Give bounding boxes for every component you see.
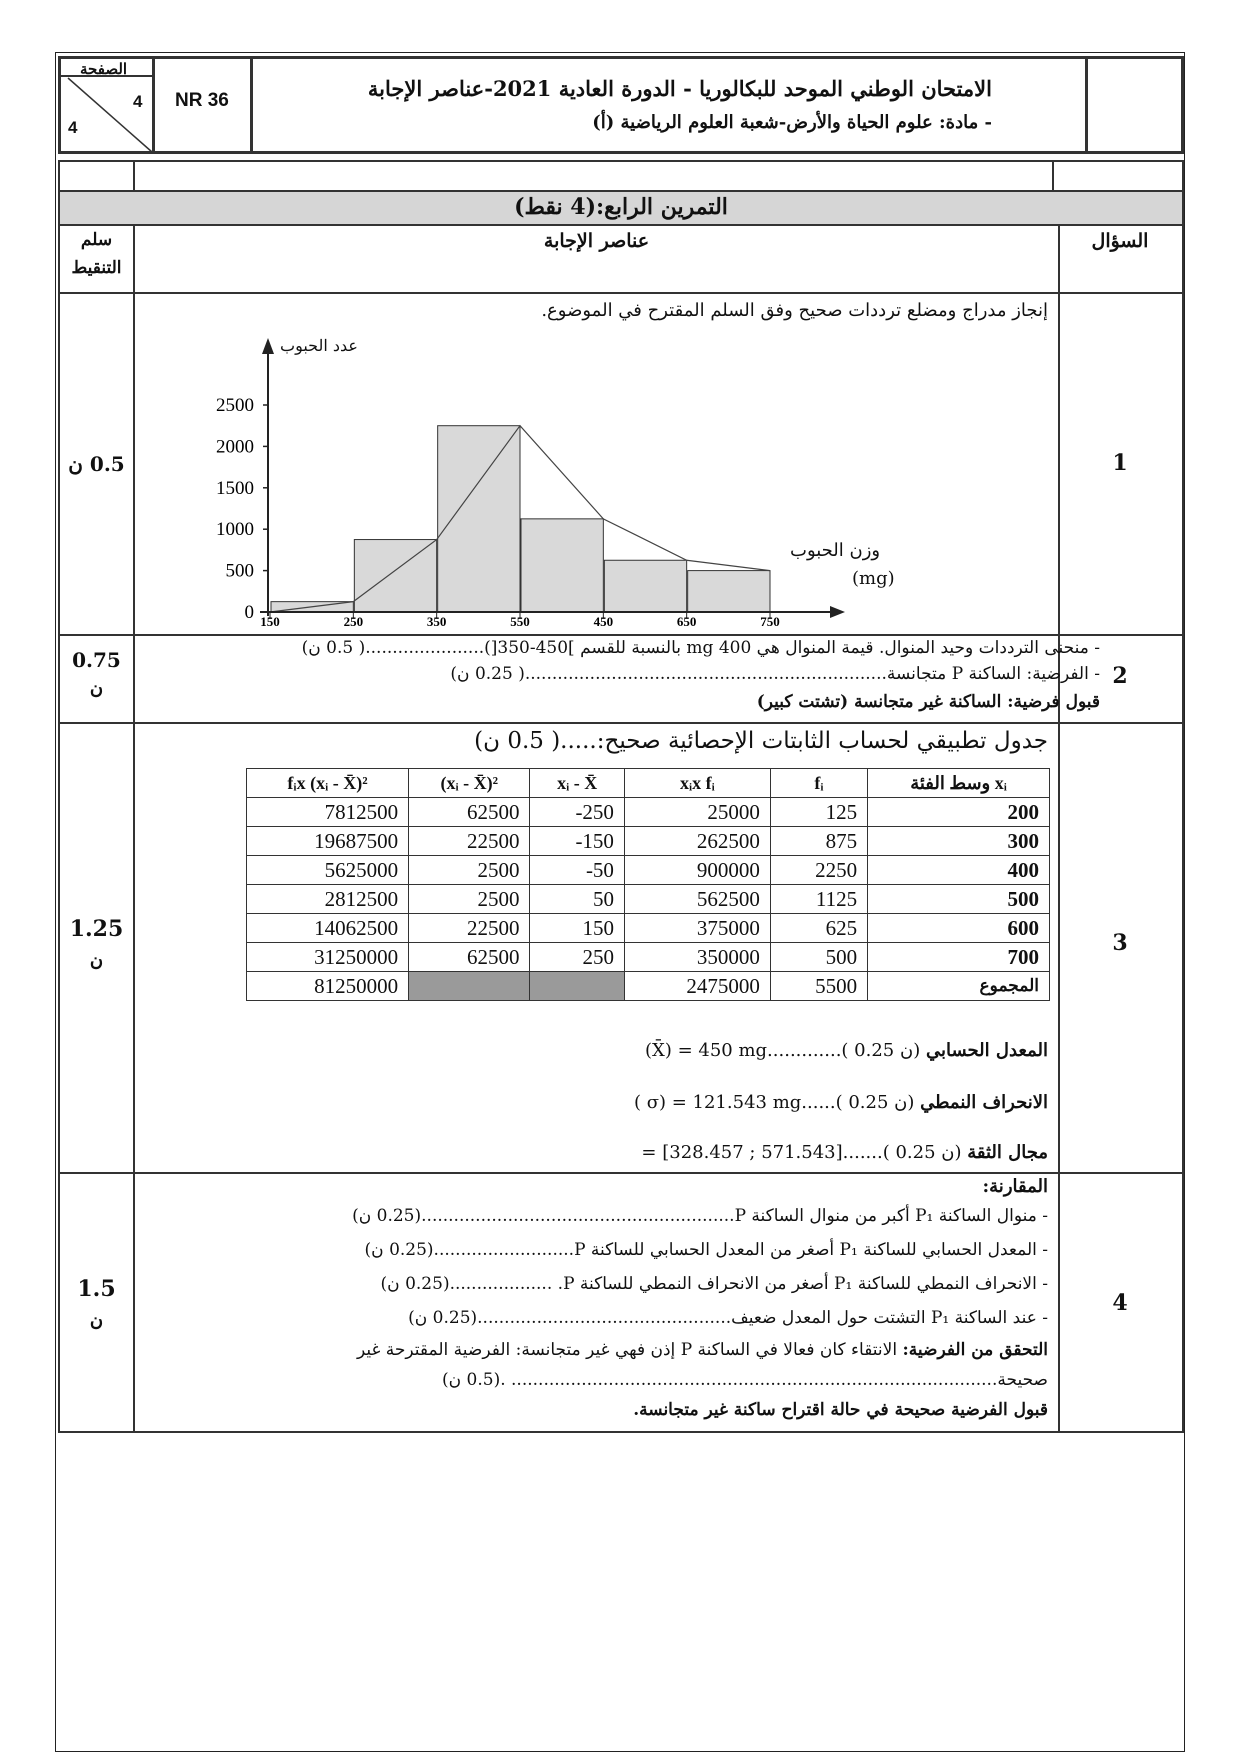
question-score-unit: ن	[89, 1310, 104, 1331]
x-tick-label: 150	[260, 614, 280, 629]
q2-line-2: - الفرضية: الساكنة P متجانسة...................................................................( 0.25 ن)	[450, 664, 1100, 684]
table-header-row	[247, 769, 1050, 798]
x-tick-label: 650	[676, 614, 697, 629]
table-cell: -150	[530, 827, 624, 856]
table-cell: -50	[530, 856, 624, 885]
table-cell: 7812500	[247, 798, 409, 827]
question-number: 2	[1112, 663, 1128, 689]
table-cell: 62500	[409, 943, 530, 972]
table-header-cell: fᵢ	[770, 769, 867, 798]
question-score: 0.5 ن	[68, 452, 125, 476]
x-tick-label: 350	[426, 614, 447, 629]
ci-label: مجال الثقة	[967, 1142, 1048, 1163]
table-cell: 19687500	[247, 827, 409, 856]
col-header-grading-2: التنقيط	[71, 258, 122, 278]
histogram-chart	[195, 330, 915, 630]
table-cell: 700	[868, 943, 1050, 972]
table-cell: -250	[530, 798, 624, 827]
comparison-line: - المعدل الحسابي للساكنة P₁ أصغر من المعدل الحسابي للساكنة P..........................(0.25 ن)	[364, 1240, 1048, 1260]
table-cell: 600	[868, 914, 1050, 943]
x-tick-label: 250	[343, 614, 364, 629]
header-divider	[1085, 56, 1088, 154]
q1-instruction: إنجاز مدراج ومضلع ترددات صحيح وفق السلم المقترح في الموضوع.	[541, 300, 1048, 321]
table-cell: 2250	[770, 856, 867, 885]
question-score: 1.25	[69, 916, 124, 942]
y-tick-label: 0	[244, 602, 254, 623]
table-cell: 400	[868, 856, 1050, 885]
table-cell: 31250000	[247, 943, 409, 972]
table-cell: 125	[770, 798, 867, 827]
exam-title: الامتحان الوطني الموحد للبكالوريا - الدورة العادية 2021-عناصر الإجابة	[367, 76, 992, 101]
page-number: 4	[133, 92, 143, 111]
sd-label: الانحراف النمطي	[920, 1092, 1048, 1113]
y-tick-label: 500	[225, 560, 254, 582]
table-cell: 250	[530, 943, 624, 972]
verification-line-2: صحيحة.......................................................................................... .(0.5 ن)	[442, 1370, 1048, 1390]
table-cell: 500	[770, 943, 867, 972]
x-axis-unit: (mg)	[852, 568, 895, 589]
row-line	[58, 1172, 1184, 1174]
q3-intro: جدول تطبيقي لحساب الثابتات الإحصائية صحيح:.....( 0.5 ن)	[474, 728, 1048, 754]
table-row	[247, 885, 1050, 914]
row-line	[58, 224, 1184, 226]
table-cell: 150	[530, 914, 624, 943]
question-number: 3	[1112, 930, 1128, 956]
table-cell: 50	[530, 885, 624, 914]
table-cell: 2500	[409, 885, 530, 914]
table-header-cell: xᵢx fᵢ	[624, 769, 770, 798]
y-tick-label: 1500	[216, 477, 254, 499]
exercise-title: التمرين الرابع:(4 نقط)	[514, 194, 728, 220]
verification-text: الانتقاء كان فعالا في الساكنة P إذن فهي غير متجانسة: الفرضية المقترحة غير	[357, 1340, 898, 1360]
verification-label: التحقق من الفرضية:	[902, 1340, 1048, 1360]
table-cell: 1125	[770, 885, 867, 914]
table-header-cell: xᵢ وسط الفئة	[868, 769, 1050, 798]
row-line	[58, 292, 1184, 294]
table-cell: 900000	[624, 856, 770, 885]
col-header-grading-1: سلم	[80, 230, 113, 250]
table-cell: 81250000	[247, 972, 409, 1001]
sd-line	[634, 1092, 1048, 1113]
table-cell: 5625000	[247, 856, 409, 885]
table-cell: 25000	[624, 798, 770, 827]
col-line	[1052, 160, 1054, 192]
col-line	[1058, 224, 1060, 1433]
table-row	[247, 827, 1050, 856]
histogram-bar	[354, 540, 436, 612]
histogram-bar	[521, 519, 603, 612]
table-cell: 22500	[409, 827, 530, 856]
table-cell: 2475000	[624, 972, 770, 1001]
comparison-line: - الانحراف النمطي للساكنة P₁ أصغر من الانحراف النمطي للساكنة P. ...................(0.25 ن)	[380, 1274, 1048, 1294]
statistics-table	[246, 768, 1050, 1001]
table-cell: 5500	[770, 972, 867, 1001]
y-axis-arrow	[262, 338, 274, 354]
x-tick-label: 450	[593, 614, 614, 629]
table-row	[247, 914, 1050, 943]
col-header-question: السؤال	[1091, 230, 1149, 252]
table-cell: 350000	[624, 943, 770, 972]
sd-value: ( σ) = 121.543 mg......( 0.25 ن)	[633, 1092, 915, 1113]
y-tick-label: 2500	[216, 395, 254, 416]
comparison-line: - عند الساكنة P₁ التشتت حول المعدل ضعيف...............................................(0.25 ن)	[408, 1308, 1048, 1328]
table-row	[247, 798, 1050, 827]
table-cell: 300	[868, 827, 1050, 856]
histogram-bar	[688, 571, 770, 612]
x-tick-label: 550	[510, 614, 530, 629]
table-cell: 875	[770, 827, 867, 856]
comparison-heading: المقارنة:	[982, 1176, 1048, 1197]
exam-code: NR 36	[175, 90, 229, 111]
question-score: 1.5	[77, 1276, 116, 1302]
table-header-cell: (xᵢ - X̄)²	[409, 769, 530, 798]
final-note: قبول الفرضية صحيحة في حالة اقتراح ساكنة غير متجانسة.	[633, 1400, 1048, 1420]
header-divider	[250, 56, 253, 154]
ci-line	[641, 1142, 1048, 1163]
col-line	[133, 224, 135, 1433]
table-cell: 262500	[624, 827, 770, 856]
question-score: 0.75	[72, 648, 121, 672]
y-tick-label: 2000	[216, 436, 254, 458]
histogram-bar	[604, 560, 686, 612]
mean-label: المعدل الحسابي	[925, 1040, 1048, 1061]
table-cell: 562500	[624, 885, 770, 914]
table-cell: 200	[868, 798, 1050, 827]
mean-line	[645, 1040, 1048, 1061]
table-cell: 625	[770, 914, 867, 943]
table-header-cell: fᵢx (xᵢ - X̄)²	[247, 769, 409, 798]
x-axis-arrow	[830, 606, 845, 618]
page-total: 4	[68, 118, 78, 137]
page-label: الصفحة	[80, 61, 128, 78]
table-header-cell: xᵢ - X̄	[530, 769, 624, 798]
table-row	[247, 943, 1050, 972]
mean-value: (X̄) = 450 mg.............( 0.25 ن)	[645, 1040, 921, 1061]
table-cell-empty	[530, 972, 624, 1001]
table-cell: 2812500	[247, 885, 409, 914]
table-cell: 62500	[409, 798, 530, 827]
y-tick-label: 1000	[216, 519, 254, 541]
comparison-line: - منوال الساكنة P₁ أكبر من منوال الساكنة P..........................................................(0.25 ن)	[352, 1206, 1048, 1226]
q2-line-1: - منحنى الترددات وحيد المنوال. قيمة المنوال هي mg 400 بالنسبة للقسم ]450-350[)......................( 0.5 ن)	[301, 638, 1100, 658]
verification-line	[357, 1340, 1048, 1360]
row-line	[58, 634, 1184, 636]
y-axis-label: عدد الحبوب	[280, 336, 358, 355]
question-number: 4	[1112, 1290, 1128, 1316]
table-cell: 14062500	[247, 914, 409, 943]
row-line	[58, 722, 1184, 724]
col-line	[133, 160, 135, 192]
table-total-row	[247, 972, 1050, 1001]
table-cell: المجموع	[868, 972, 1050, 1001]
table-row	[247, 856, 1050, 885]
ci-value: = [328.457 ; 571.543].......( 0.25 ن)	[641, 1142, 962, 1163]
histogram-bar	[438, 426, 520, 612]
col-header-answer: عناصر الإجابة	[543, 230, 650, 252]
question-score-unit: ن	[89, 950, 104, 971]
table-cell: 22500	[409, 914, 530, 943]
x-tick-label: 750	[760, 614, 780, 629]
x-axis-label: وزن الحبوب	[790, 540, 881, 561]
table-cell: 2500	[409, 856, 530, 885]
question-number: 1	[1112, 450, 1128, 476]
table-cell: 500	[868, 885, 1050, 914]
exam-subject: - مادة: علوم الحياة والأرض-شعبة العلوم الرياضية (أ)	[592, 112, 992, 133]
q2-line-3: قبول فرضية: الساكنة غير متجانسة (تشتت كبير)	[756, 692, 1100, 712]
table-cell: 375000	[624, 914, 770, 943]
question-score-unit: ن	[89, 678, 104, 699]
table-cell-empty	[409, 972, 530, 1001]
